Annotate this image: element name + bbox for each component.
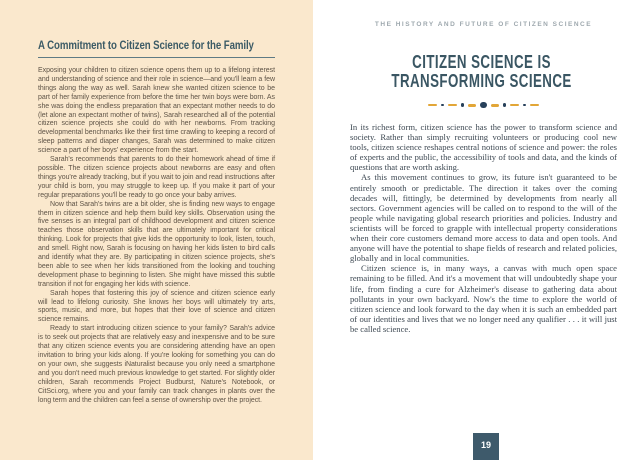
left-page-heading: A Commitment to Citizen Science for the Family <box>38 40 254 52</box>
ornament-dot-icon <box>503 103 507 107</box>
left-page-body <box>38 67 275 405</box>
right-paragraph-2: As this movement continues to grow, its future isn't guaranteed to be entirely smooth or predictable. The direction it takes over the coming decades will, fittingly, be determined by developments from nearly all sectors. Government agencies will be called on to respond to the will of the people while navigating global research priorities and policies. Industry and scientists will be forced to grapple with intellectual property considerations when their core customers demand more access to data and open tools. And anyone will have the potential to shape fields of research and related policies, globally and in local communities. <box>350 172 617 264</box>
ornament-dot-icon <box>441 104 444 107</box>
ornament-dash-icon <box>468 104 476 107</box>
ornament-divider <box>313 101 640 109</box>
ornament-dash-icon <box>491 104 499 107</box>
ornament-dash-icon <box>428 104 437 106</box>
right-page <box>313 0 640 460</box>
right-paragraph-1: In its richest form, citizen science has the power to transform science and society. Rather than simply recruiting volunteers or producing cool new tools, citizen science reshapes central notions of science and power: the roles of experts and the public, the accessibility of tools and data, and the kinds of questions that are worth asking. <box>350 122 617 173</box>
left-paragraph-4: Sarah hopes that fostering this joy of science and citizen science early will lead to lifelong curiosity. She knows her boys will ultimately try arts, sports, music, and more, but hopes that their love of science and citizen science remains. <box>38 289 275 324</box>
left-paragraph-2: Sarah's recommends that parents to do their homework ahead of time if possible. The citizen science projects about newborns are easy and often things you're already tracking, but if you wait to join and read instructions after your child is born, you may struggle to keep up. If you make it part of your regular preparations you'll be ready to go once your baby arrives. <box>38 156 275 199</box>
left-page <box>0 0 313 460</box>
ornament-center-dot-icon <box>480 102 487 109</box>
left-paragraph-3: Now that Sarah's twins are a bit older, she is finding new ways to engage them in citizen science and help them build key skills. Observation using the five senses is an integral part of childhood development and citizen science teaches those observation skills that are ultimately important for critical thinking. Look for projects that give kids the opportunity to look, listen, touch, and smell. Right now, Sarah is focusing on having her kids listen to bird calls and identify what they are. By participating in citizen science projects, she's been able to see when her kids transitioned from the looking and touching development phase to beginning to listen. She might have missed this subtle transition if not for engaging her kids with science. <box>38 200 275 288</box>
right-paragraph-3: Citizen science is, in many ways, a canvas with much open space remaining to be filled. And it's a movement that will undoubtedly shape your life, from finding a cure for Alzheimer's disease to gathering data about pollutants in your own backyard. Now's the time to explore the world of citizen science and look forward to the day when it is such an embedded part of our identities and lives that we no longer need any qualifier . . . it will just be called science. <box>350 263 617 334</box>
left-paragraph-1: Exposing your children to citizen science opens them up to a lifelong interest and understanding of science and their role in science—and you'll learn a few things along the way as well. Sarah knew she wanted citizen science to be part of her family experience from before the time her twin boys were born. As she was doing the endless preparation that an expectant mother needs to do (let alone an expectant mother of twins), Sarah researched all of the potential citizen science projects she could do with her newborns. From tracking developmental benchmarks like their first time crawling to keeping a record of sleep patterns and diaper changes, Sarah was determined to make citizen science a part of her boys' experience from the start. <box>38 67 275 155</box>
heading-rule <box>38 57 275 58</box>
chapter-title <box>359 52 594 90</box>
page-number-badge: 19 <box>473 433 499 460</box>
ornament-dash-icon <box>530 104 539 106</box>
right-page-body <box>336 122 617 334</box>
left-paragraph-5: Ready to start introducing citizen science to your family? Sarah's advice is to seek out projects that are relatively easy and inexpensive and to be sure that any citizen science events you are considering attending have an open invitation to bring your kids along. If you're looking for something you can do on your own, she suggests iNaturalist because you only need a smartphone and you don't need much previous knowledge to get started. For slightly older children, Sarah recommends Project Budburst, Nature's Notebook, or CitSci.org, where you and your family can track changes in plants over the long term and the children can feel a sense of ownership over the project. <box>38 325 275 404</box>
running-head: THE HISTORY AND FUTURE OF CITIZEN SCIENCE <box>374 21 593 28</box>
ornament-dot-icon <box>461 103 465 107</box>
chapter-title-line1: CITIZEN SCIENCE IS <box>412 51 551 72</box>
ornament-dash-icon <box>448 104 457 106</box>
ornament-dot-icon <box>523 104 526 107</box>
chapter-title-line2: TRANSFORMING SCIENCE <box>391 70 572 91</box>
ornament-dash-icon <box>510 104 519 106</box>
